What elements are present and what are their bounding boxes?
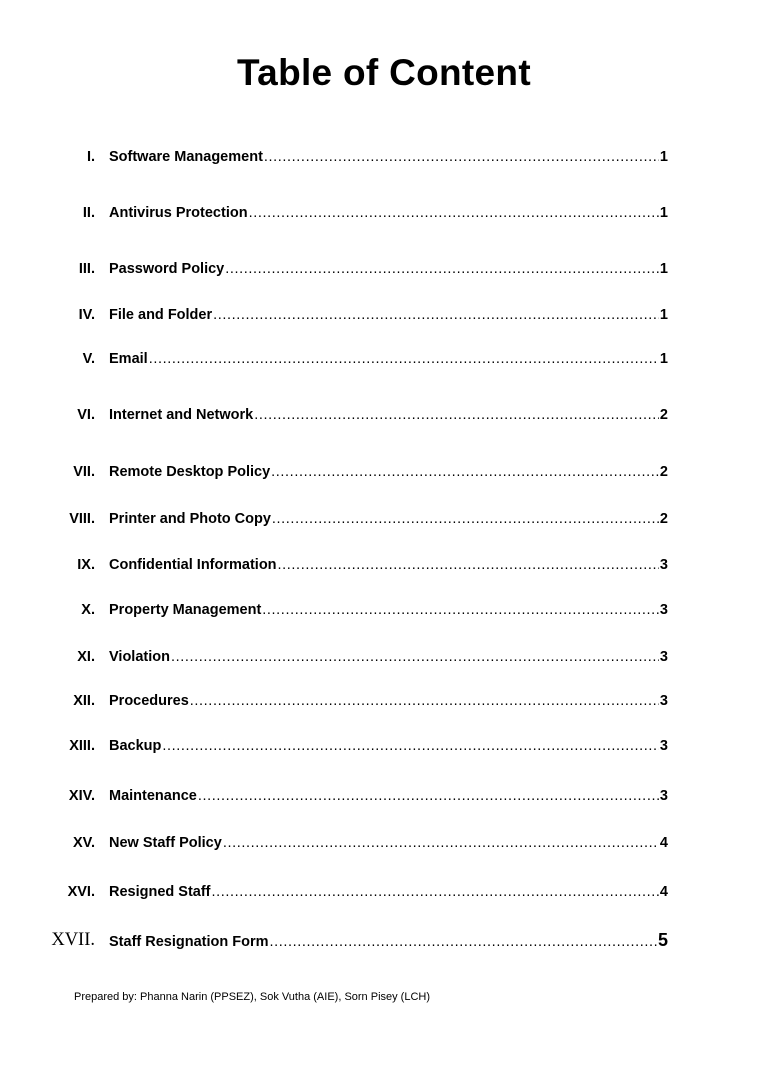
prepared-by-footer: Prepared by: Phanna Narin (PPSEZ), Sok Vutha (AIE), Sorn Pisey (LCH) (74, 991, 431, 1003)
toc-numeral: VI. (77, 406, 95, 423)
toc-numeral: X. (81, 601, 95, 618)
toc-title[interactable]: Staff Resignation Form (109, 933, 269, 950)
toc-entry[interactable] (0, 200, 768, 224)
toc-numeral: XII. (73, 692, 95, 709)
toc-numeral: XVII. (51, 929, 95, 950)
toc-entry[interactable] (0, 644, 768, 668)
toc-title[interactable]: New Staff Policy (109, 834, 222, 851)
toc-leader (270, 935, 657, 950)
toc-page-number: 2 (659, 510, 668, 527)
toc-leader (223, 836, 659, 851)
toc-entry[interactable] (0, 688, 768, 712)
toc-entry[interactable] (0, 783, 768, 807)
toc-page-number: 1 (659, 350, 668, 367)
toc-leader (272, 512, 659, 527)
toc-entry[interactable] (0, 302, 768, 326)
toc-numeral: IV. (78, 306, 95, 323)
toc-entry[interactable] (0, 929, 768, 953)
toc-numeral: XIV. (68, 787, 95, 804)
toc-title[interactable]: Resigned Staff (109, 883, 211, 900)
toc-leader (190, 694, 659, 709)
toc-page-number: 4 (659, 883, 668, 900)
toc-page-number: 3 (659, 737, 668, 754)
toc-page-number: 2 (659, 406, 668, 423)
toc-title[interactable]: Procedures (109, 692, 189, 709)
toc-page-number: 1 (659, 306, 668, 323)
toc-page-number: 4 (659, 834, 668, 851)
toc-numeral: XVI. (67, 883, 95, 900)
toc-entry[interactable] (0, 506, 768, 530)
toc-title[interactable]: Remote Desktop Policy (109, 463, 271, 480)
toc-numeral: XIII. (69, 737, 95, 754)
toc-page-number: 2 (659, 463, 668, 480)
toc-page-number: 3 (659, 787, 668, 804)
toc-numeral: III. (78, 260, 95, 277)
toc-title[interactable]: Antivirus Protection (109, 204, 248, 221)
toc-entry[interactable] (0, 733, 768, 757)
toc-numeral: II. (82, 204, 95, 221)
toc-title[interactable]: Internet and Network (109, 406, 254, 423)
toc-title[interactable]: File and Folder (109, 306, 213, 323)
toc-numeral: IX. (77, 556, 95, 573)
toc-page-number: 1 (659, 260, 668, 277)
toc-page-number: 1 (659, 148, 668, 165)
toc-leader (149, 352, 659, 367)
toc-title[interactable]: Email (109, 350, 148, 367)
toc-title[interactable]: Property Management (109, 601, 262, 618)
toc-entry[interactable] (0, 597, 768, 621)
page-title: Table of Content (237, 52, 531, 93)
toc-title[interactable]: Password Policy (109, 260, 225, 277)
toc-entry[interactable] (0, 552, 768, 576)
toc-page-number: 5 (657, 929, 668, 950)
toc-numeral: I. (86, 148, 95, 165)
toc-numeral: XI. (77, 648, 95, 665)
toc-entry[interactable] (0, 402, 768, 426)
toc-leader (264, 150, 659, 165)
toc-leader (225, 262, 659, 277)
toc-leader (262, 603, 659, 618)
toc-leader (213, 308, 659, 323)
toc-numeral: V. (82, 350, 95, 367)
toc-page-number: 3 (659, 556, 668, 573)
toc-numeral: VII. (73, 463, 95, 480)
toc-title[interactable]: Violation (109, 648, 170, 665)
toc-leader (278, 558, 659, 573)
toc-numeral: VIII. (69, 510, 95, 527)
toc-leader (249, 206, 659, 221)
toc-page-number: 1 (659, 204, 668, 221)
toc-entry[interactable] (0, 144, 768, 168)
toc-title[interactable]: Confidential Information (109, 556, 277, 573)
toc-title[interactable]: Software Management (109, 148, 263, 165)
toc-leader (198, 789, 659, 804)
toc-leader (171, 650, 659, 665)
toc-leader (254, 408, 659, 423)
toc-page-number: 3 (659, 648, 668, 665)
toc-page-number: 3 (659, 601, 668, 618)
toc-entry[interactable] (0, 879, 768, 903)
toc-leader (212, 885, 659, 900)
toc-entry[interactable] (0, 459, 768, 483)
toc-title[interactable]: Printer and Photo Copy (109, 510, 271, 527)
toc-leader (271, 465, 659, 480)
toc-title[interactable]: Backup (109, 737, 162, 754)
toc-entry[interactable] (0, 256, 768, 280)
toc-leader (162, 739, 659, 754)
toc-entry[interactable] (0, 830, 768, 854)
toc-entry[interactable] (0, 346, 768, 370)
toc-numeral: XV. (72, 834, 95, 851)
toc-title[interactable]: Maintenance (109, 787, 197, 804)
toc-page-number: 3 (659, 692, 668, 709)
